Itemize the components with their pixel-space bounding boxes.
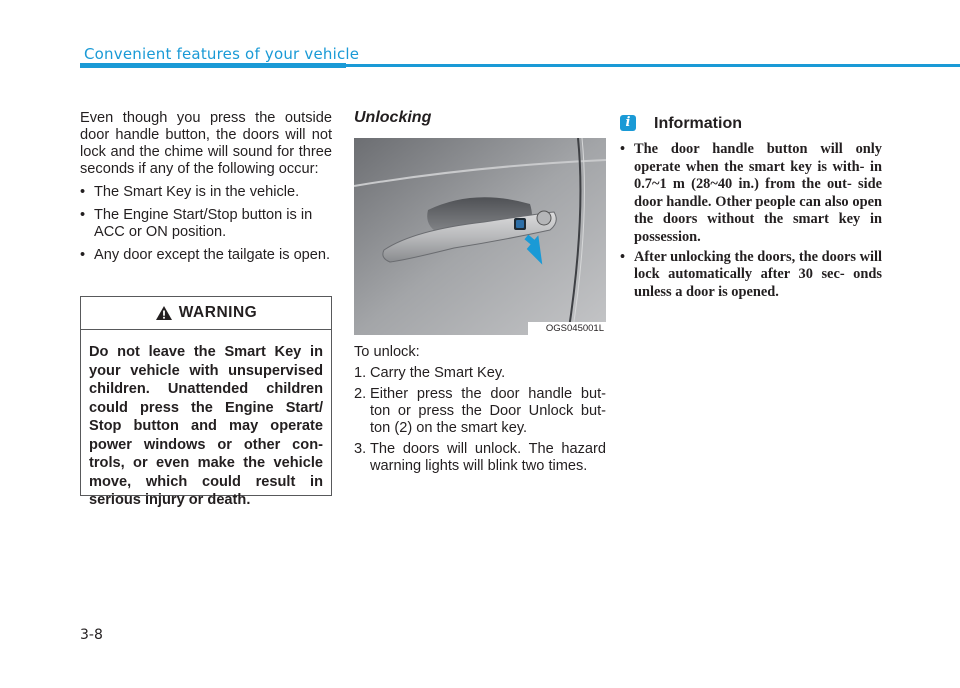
header-rule-accent xyxy=(80,63,346,68)
list-item: • Any door except the tailgate is open. xyxy=(80,247,332,264)
middle-column xyxy=(354,110,606,479)
left-column xyxy=(80,110,332,270)
list-item: 1. Carry the Smart Key. xyxy=(354,365,506,381)
right-column xyxy=(620,110,882,303)
warning-text: Do not leave the Smart Key in your vehicle with unsupervised children. Unattended children could press the Engine Start/ Stop button and may operate power windows or other con- trols, or even make the vehicle move, which could result in serious injury or death. xyxy=(89,344,323,508)
unlock-steps xyxy=(354,344,606,475)
info-icon: i xyxy=(620,115,636,131)
door-handle-illustration xyxy=(354,138,606,335)
step-list xyxy=(354,365,606,475)
door-handle-figure xyxy=(354,138,606,335)
warning-header xyxy=(81,297,331,330)
unlocking-heading: Unlocking xyxy=(354,109,432,126)
information-list xyxy=(620,141,882,301)
warning-triangle-icon xyxy=(155,305,173,321)
condition-list xyxy=(80,184,332,264)
information-title: Information xyxy=(654,114,742,132)
list-item: • The door handle button will only operate when the smart key is with- in 0.7~1 m (28~40 in.) from the out- side door handle. Other people can also open the doors without the smart key in possession. xyxy=(620,141,882,247)
list-item: • After unlocking the doors, the doors will lock automatically after 30 sec- onds unless a door is opened. xyxy=(620,249,882,302)
information-header xyxy=(620,112,882,134)
section-title: Convenient features of your vehicle xyxy=(84,45,360,63)
list-item: • The Smart Key is in the vehicle. xyxy=(80,184,332,201)
list-item: 3. The doors will unlock. The hazard warning lights will blink two times. xyxy=(354,441,606,474)
warning-box xyxy=(80,296,332,508)
page-number: 3-8 xyxy=(80,627,103,643)
intro-paragraph: Even though you press the outside door handle button, the doors will not lock and the chime will sound for three seconds if any of the following occur: xyxy=(80,110,332,177)
figure-code: OGS045001L xyxy=(528,322,606,335)
warning-label: WARNING xyxy=(178,304,258,321)
list-item: 2. Either press the door handle but- ton or press the Door Unlock but- ton (2) on the smart key. xyxy=(354,386,606,436)
steps-intro: To unlock: xyxy=(354,344,420,360)
list-item: • The Engine Start/Stop button is in ACC or ON position. xyxy=(80,207,332,241)
